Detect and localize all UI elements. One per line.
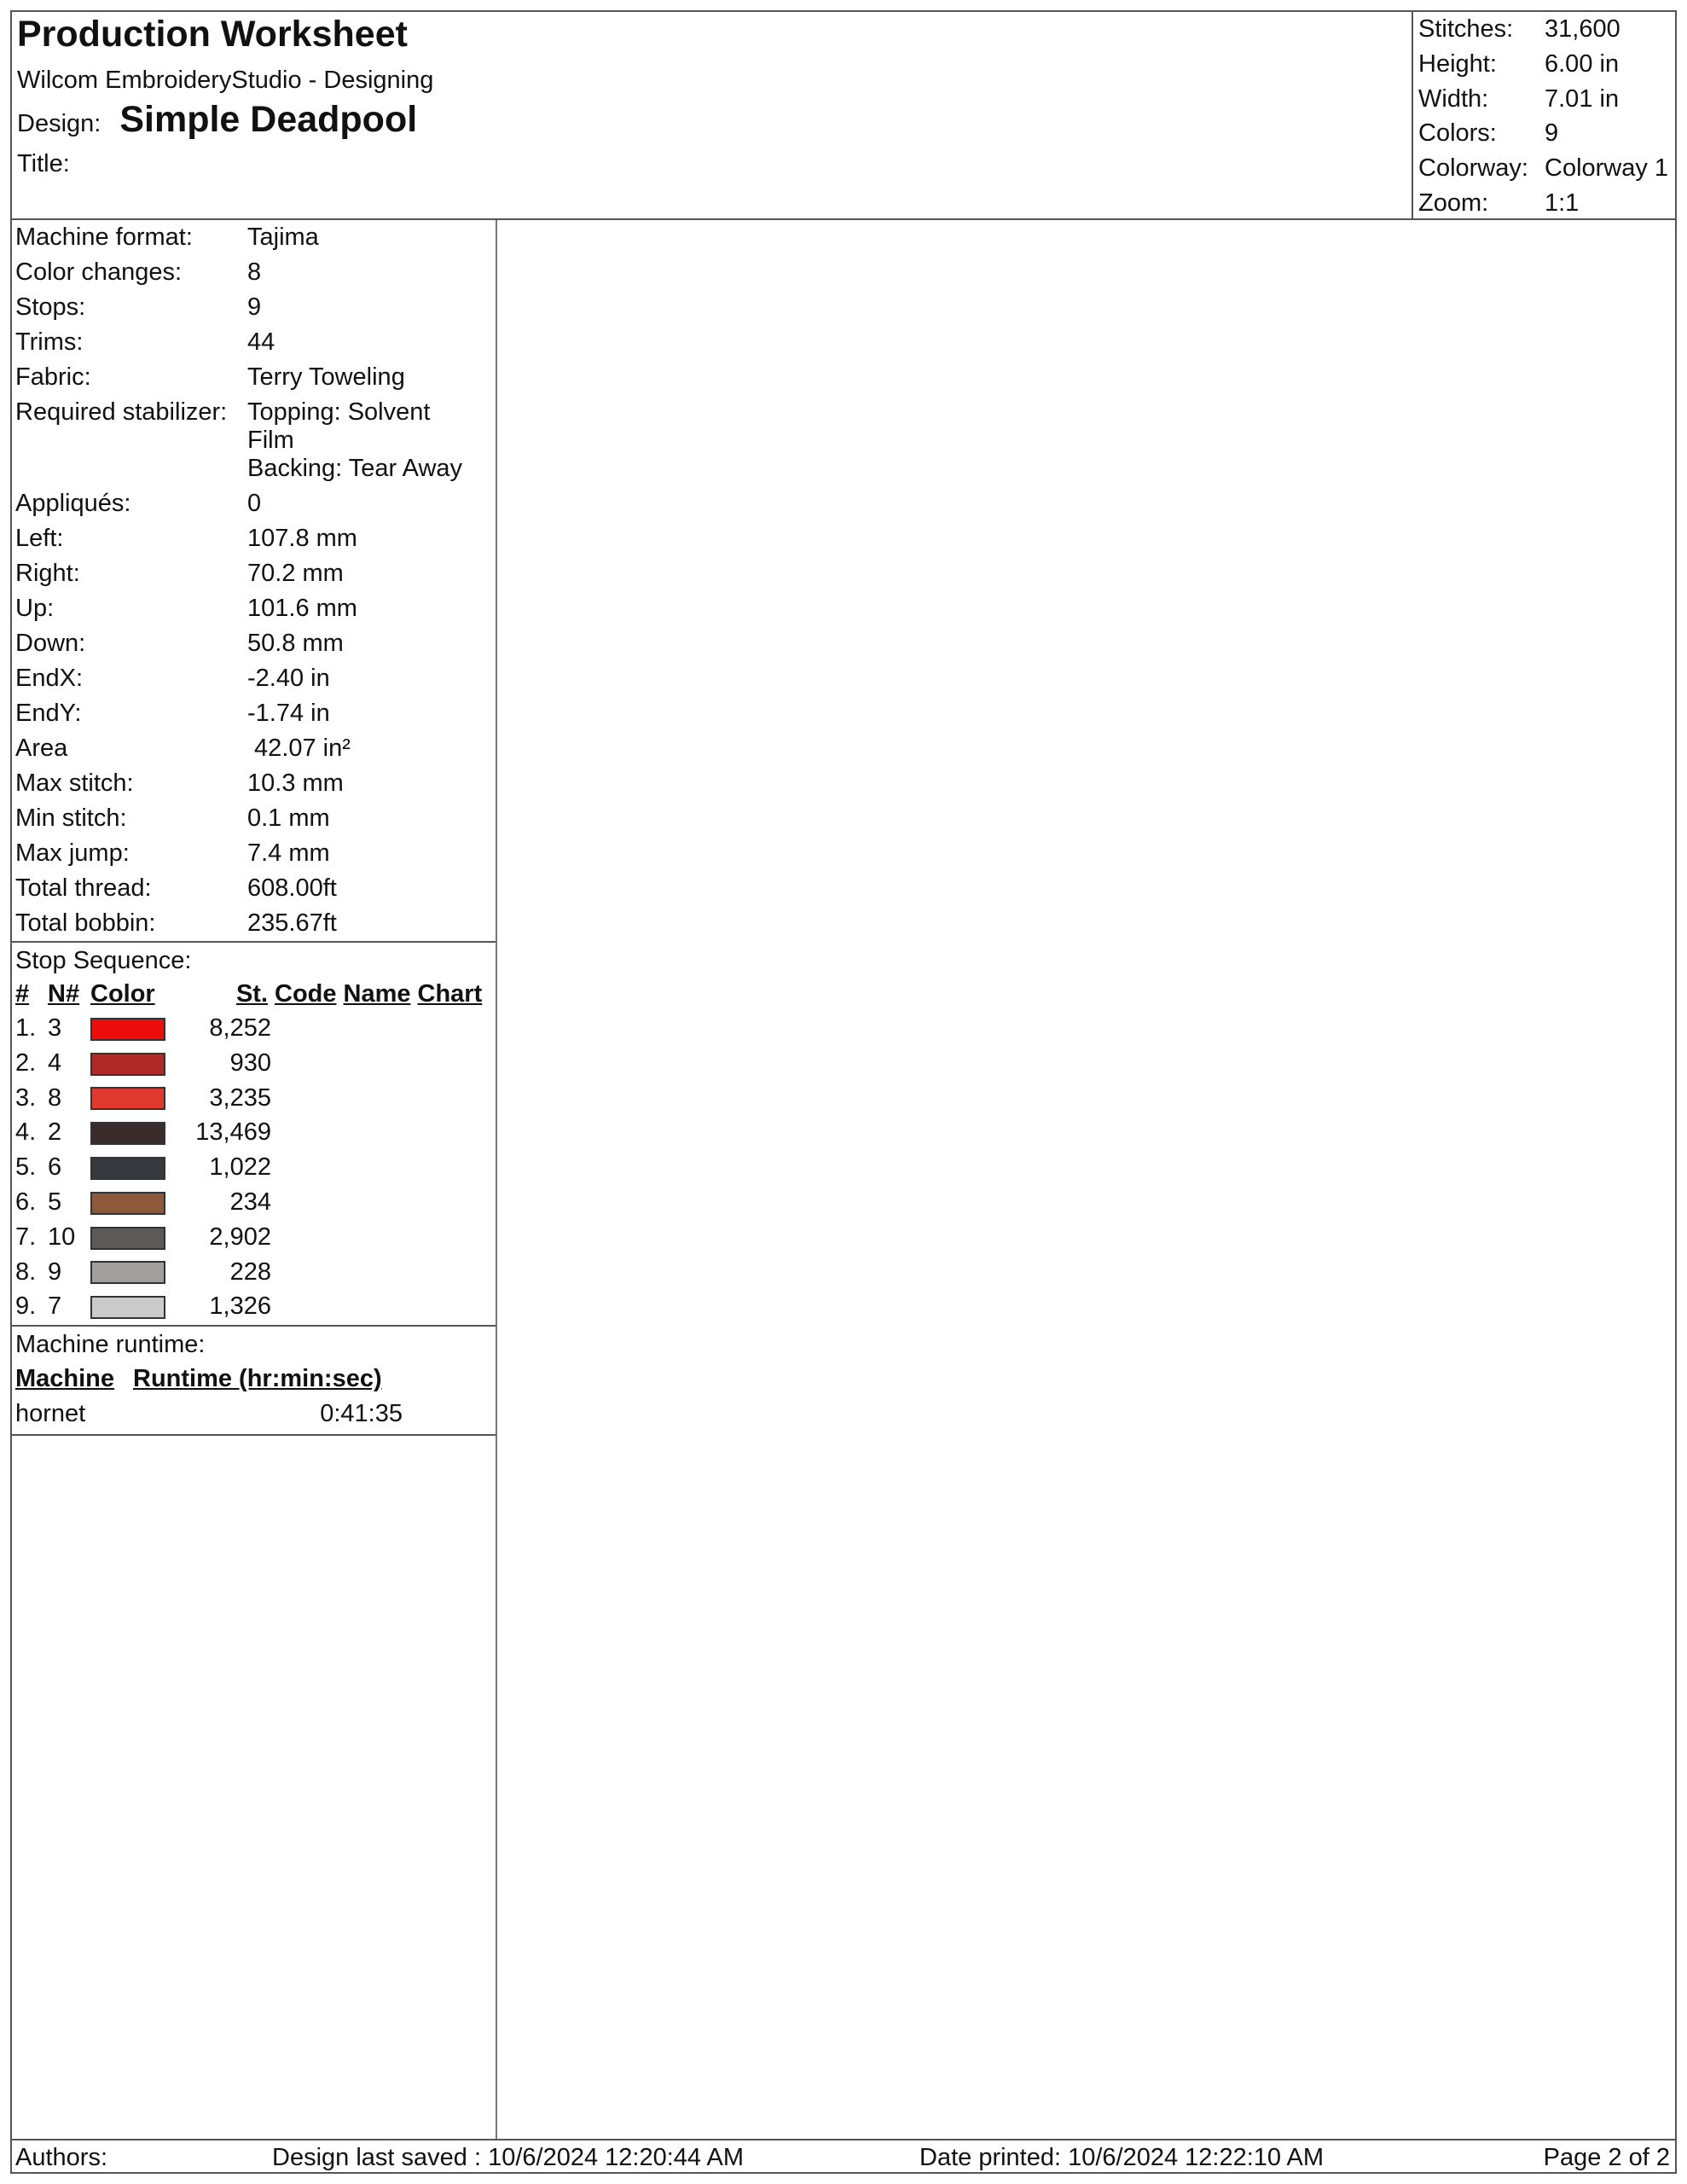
stop-code (275, 1081, 344, 1116)
detail-fabric (15, 360, 496, 395)
stop-code (275, 1289, 344, 1324)
detail-label: Left: (15, 525, 64, 552)
stop-code (275, 1046, 344, 1081)
runtime-row (10, 1397, 496, 1431)
stop-row (15, 1150, 489, 1185)
stop-chart (418, 1220, 490, 1255)
stop-code (275, 1115, 344, 1150)
details-panel (10, 220, 497, 2139)
detail-trims (15, 325, 496, 360)
detail-value: 8 (247, 258, 262, 286)
runtime-col-time: Runtime (hr:min:sec) (133, 1365, 382, 1393)
detail-value: 70.2 mm (247, 560, 344, 587)
col-header-chart: Chart (417, 980, 483, 1008)
runtime-col-machine: Machine (15, 1365, 115, 1393)
detail-endy (15, 696, 496, 731)
detail-label: EndX: (15, 665, 83, 692)
summary-value: 6.00 in (1545, 49, 1620, 78)
summary-row-height (1418, 47, 1677, 82)
stop-color (90, 1255, 172, 1290)
stop-code (275, 1150, 344, 1185)
detail-label: Color changes: (15, 258, 183, 286)
stop-row (15, 1046, 489, 1081)
stop-needle: 3 (48, 1014, 62, 1042)
stop-name (344, 1046, 418, 1081)
detail-value: 0.1 mm (247, 804, 330, 832)
detail-value: Tajima (247, 224, 319, 251)
detail-label: Trims: (15, 328, 84, 356)
stop-sequence-header (15, 977, 489, 1011)
section-divider (10, 1434, 496, 1436)
stop-name (344, 1150, 418, 1185)
detail-endx (15, 661, 496, 696)
detail-total-bobbin (15, 906, 496, 941)
stop-name (344, 1185, 418, 1220)
runtime-title: Machine runtime: (15, 1331, 206, 1359)
detail-label: Required stabilizer: (15, 398, 228, 426)
stop-name (344, 1115, 418, 1150)
detail-max-jump (15, 836, 496, 871)
summary-label: Colorway: (1418, 154, 1528, 183)
detail-label: Total thread: (15, 874, 152, 902)
summary-row-colors (1418, 116, 1677, 151)
stop-stitches: 234 (229, 1188, 271, 1216)
detail-label: Down: (15, 630, 86, 657)
stop-needle: 10 (48, 1223, 76, 1251)
stop-color (90, 1081, 172, 1116)
stop-sequence-title: Stop Sequence: (15, 947, 192, 974)
color-swatch (90, 1122, 165, 1145)
stop-stitches: 8,252 (209, 1014, 271, 1042)
detail-area (15, 731, 496, 766)
stop-name (344, 1011, 418, 1046)
stop-needle: 8 (48, 1083, 62, 1112)
detail-value: 42.07 in² (247, 735, 351, 762)
detail-machine-format (15, 220, 496, 255)
summary-label: Width: (1418, 84, 1489, 113)
stop-code (275, 1185, 344, 1220)
stop-stitches: 2,902 (209, 1223, 271, 1251)
footer (10, 2139, 1677, 2174)
detail-up (15, 591, 496, 626)
footer-page-number: Page 2 of 2 (1543, 2144, 1670, 2171)
stop-chart (418, 1150, 490, 1185)
stop-stitches: 930 (229, 1048, 271, 1077)
detail-value: 0 (247, 490, 262, 517)
detail-down (15, 626, 496, 661)
color-swatch (90, 1192, 165, 1215)
stop-row (15, 1115, 489, 1150)
detail-label: Max stitch: (15, 770, 134, 797)
color-swatch (90, 1087, 165, 1110)
summary-label: Stitches: (1418, 15, 1514, 43)
stop-row (15, 1220, 489, 1255)
col-header-name: Name (343, 980, 411, 1008)
stop-code (275, 1255, 344, 1290)
stop-needle: 9 (48, 1258, 62, 1286)
col-header-stitches: St. (235, 980, 268, 1008)
detail-value: -2.40 in (247, 665, 330, 692)
color-swatch (90, 1157, 165, 1180)
detail-appliques (15, 486, 496, 521)
col-header-index: # (15, 980, 30, 1008)
detail-value: 608.00ft (247, 874, 337, 902)
stop-chart (418, 1081, 490, 1116)
stop-chart (418, 1115, 490, 1150)
detail-label: Fabric: (15, 363, 91, 391)
detail-value: -1.74 in (247, 700, 330, 727)
stop-index: 6. (15, 1188, 37, 1216)
detail-label: Machine format: (15, 224, 193, 251)
stop-row (15, 1289, 489, 1324)
detail-label: Appliqués: (15, 490, 131, 517)
stop-chart (418, 1185, 490, 1220)
detail-value: 7.4 mm (247, 839, 330, 867)
stop-color (90, 1046, 172, 1081)
stop-color (90, 1011, 172, 1046)
detail-label: Max jump: (15, 839, 130, 867)
design-name: Simple Deadpool (119, 99, 418, 140)
detail-value: Topping: Solvent Film Backing: Tear Away (247, 398, 463, 482)
stop-needle: 6 (48, 1153, 62, 1182)
footer-last-saved: Design last saved : 10/6/2024 12:20:44 AM (272, 2144, 744, 2171)
stop-needle: 4 (48, 1048, 62, 1077)
stop-chart (418, 1289, 490, 1324)
stop-row (15, 1081, 489, 1116)
stop-row (15, 1185, 489, 1220)
summary-row-width (1418, 82, 1677, 117)
color-swatch (90, 1053, 165, 1076)
col-header-color: Color (90, 980, 155, 1008)
color-swatch (90, 1227, 165, 1250)
stop-row (15, 1011, 489, 1046)
runtime-machine: hornet (15, 1400, 86, 1428)
runtime-value: 0:41:35 (320, 1400, 403, 1428)
stop-index: 2. (15, 1048, 37, 1077)
stop-color (90, 1150, 172, 1185)
stop-index: 3. (15, 1083, 37, 1112)
stop-index: 9. (15, 1292, 37, 1321)
stop-name (344, 1220, 418, 1255)
detail-right (15, 556, 496, 591)
stop-stitches: 1,022 (209, 1153, 271, 1182)
summary-value: 9 (1545, 119, 1559, 148)
detail-value: 101.6 mm (247, 595, 357, 622)
detail-color-changes (15, 255, 496, 290)
stop-chart (418, 1255, 490, 1290)
detail-stops (15, 290, 496, 325)
summary-value: 31,600 (1545, 15, 1620, 43)
stop-sequence-rows (15, 1011, 489, 1324)
design-row (17, 99, 433, 143)
stop-chart (418, 1046, 490, 1081)
footer-authors: Authors: (15, 2144, 107, 2171)
detail-label: EndY: (15, 700, 82, 727)
detail-value: 9 (247, 293, 262, 321)
detail-left (15, 521, 496, 556)
stop-row (15, 1255, 489, 1290)
detail-stabilizer (15, 395, 496, 486)
software-name: Wilcom EmbroideryStudio - Designing (17, 67, 434, 94)
detail-total-thread (15, 871, 496, 906)
stop-needle: 5 (48, 1188, 62, 1216)
detail-value: 50.8 mm (247, 630, 344, 657)
summary-label: Colors: (1418, 119, 1497, 148)
col-header-needle: N# (48, 980, 80, 1008)
detail-min-stitch (15, 801, 496, 836)
detail-value: Terry Toweling (247, 363, 405, 391)
summary-value: 1:1 (1545, 189, 1580, 217)
stop-index: 8. (15, 1258, 37, 1286)
detail-label: Area (15, 735, 68, 762)
stop-sequence-table (15, 977, 489, 1324)
stop-needle: 7 (48, 1292, 62, 1321)
stop-stitches: 3,235 (209, 1083, 271, 1112)
stop-name (344, 1081, 418, 1116)
stop-name (344, 1289, 418, 1324)
detail-label: Stops: (15, 293, 86, 321)
summary-value: Colorway 1 (1545, 154, 1669, 183)
design-label: Design: (17, 110, 101, 137)
stop-stitches: 1,326 (209, 1292, 271, 1321)
col-header-code: Code (275, 980, 337, 1008)
summary-panel (1412, 10, 1677, 218)
summary-row-zoom (1418, 186, 1677, 221)
stop-code (275, 1011, 344, 1046)
header-left (17, 12, 433, 178)
color-swatch (90, 1018, 165, 1041)
stop-index: 7. (15, 1223, 37, 1251)
detail-value: 235.67ft (247, 909, 337, 937)
stop-color (90, 1185, 172, 1220)
color-swatch (90, 1261, 165, 1284)
detail-label: Total bobbin: (15, 909, 156, 937)
stop-stitches: 13,469 (195, 1118, 271, 1147)
stop-needle: 2 (48, 1118, 62, 1147)
detail-label: Up: (15, 595, 55, 622)
detail-label: Right: (15, 560, 80, 587)
summary-row-colorway (1418, 151, 1677, 186)
color-swatch (90, 1296, 165, 1319)
stop-name (344, 1255, 418, 1290)
summary-row-stitches (1418, 12, 1677, 47)
stop-color (90, 1220, 172, 1255)
summary-label: Height: (1418, 49, 1497, 78)
page-title: Production Worksheet (17, 14, 408, 55)
runtime-header (10, 1361, 496, 1397)
detail-value: 10.3 mm (247, 770, 344, 797)
stop-index: 1. (15, 1014, 37, 1042)
stop-index: 4. (15, 1118, 37, 1147)
stop-code (275, 1220, 344, 1255)
detail-value: 107.8 mm (247, 525, 357, 552)
detail-value: 44 (247, 328, 275, 356)
details-list (10, 220, 496, 941)
stop-color (90, 1289, 172, 1324)
detail-max-stitch (15, 766, 496, 801)
footer-date-printed: Date printed: 10/6/2024 12:22:10 AM (919, 2144, 1325, 2171)
summary-value: 7.01 in (1545, 84, 1620, 113)
summary-label: Zoom: (1418, 189, 1489, 217)
stop-color (90, 1115, 172, 1150)
title-label: Title: (17, 150, 70, 177)
stop-chart (418, 1011, 490, 1046)
stop-index: 5. (15, 1153, 37, 1182)
stop-stitches: 228 (229, 1258, 271, 1286)
detail-label: Min stitch: (15, 804, 127, 832)
